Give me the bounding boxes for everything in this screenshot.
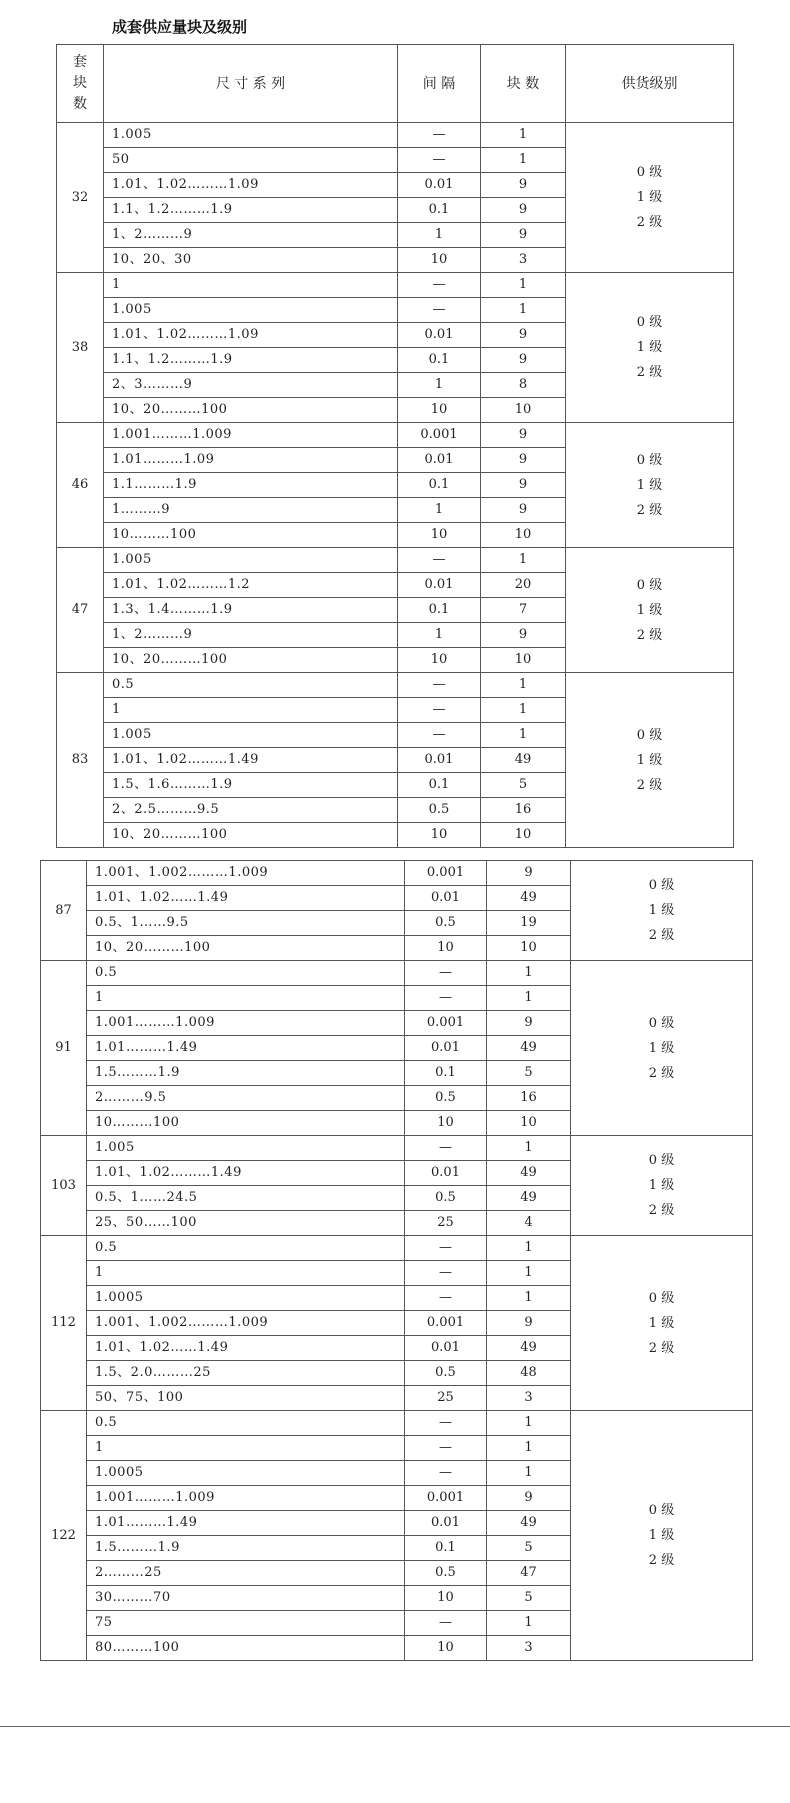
size-series-cell: 1.01、1.02………1.09 xyxy=(104,323,398,348)
header-size-series: 尺 寸 系 列 xyxy=(104,45,398,123)
interval-cell: — xyxy=(398,298,481,323)
size-series-cell: 1.5、2.0………25 xyxy=(87,1361,405,1386)
grade-label: 2 级 xyxy=(636,365,663,380)
size-series-cell: 1.005 xyxy=(104,723,398,748)
grade-label: 1 级 xyxy=(636,602,663,618)
grade-label: 0 级 xyxy=(636,577,663,593)
interval-cell: 0.5 xyxy=(405,911,487,936)
grade-label: 2 级 xyxy=(648,1340,675,1356)
grade-label: 1 级 xyxy=(636,190,663,205)
grade-label: 0 级 xyxy=(636,452,663,468)
block-count-cell: 9 xyxy=(481,623,566,648)
table-row xyxy=(57,548,734,573)
block-count-cell: 1 xyxy=(481,273,566,298)
interval-cell: 0.5 xyxy=(405,1186,487,1211)
grade-label: 0 级 xyxy=(636,315,663,330)
set-count-cell: 122 xyxy=(41,1411,87,1661)
block-count-cell: 9 xyxy=(481,223,566,248)
grade-label: 0 级 xyxy=(648,1153,675,1168)
interval-cell: — xyxy=(405,961,487,986)
interval-cell: 0.5 xyxy=(398,798,481,823)
interval-cell: — xyxy=(405,1411,487,1436)
block-count-cell: 49 xyxy=(487,1511,571,1536)
block-count-cell: 1 xyxy=(487,1461,571,1486)
grade-label: 2 级 xyxy=(636,777,663,793)
size-series-cell: 1.01、1.02………1.49 xyxy=(104,748,398,773)
set-count-cell: 112 xyxy=(41,1236,87,1411)
grade-label: 1 级 xyxy=(648,1178,675,1193)
block-count-cell: 1 xyxy=(481,148,566,173)
size-series-cell: 75 xyxy=(87,1611,405,1636)
size-series-cell: 1.01、1.02………1.49 xyxy=(87,1161,405,1186)
block-count-cell: 16 xyxy=(481,798,566,823)
interval-cell: 0.001 xyxy=(405,1486,487,1511)
grade-label: 1 级 xyxy=(636,752,663,768)
size-series-cell: 1.01………1.09 xyxy=(104,448,398,473)
interval-cell: 10 xyxy=(398,398,481,423)
block-count-cell: 49 xyxy=(487,1336,571,1361)
size-series-cell: 0.5 xyxy=(87,961,405,986)
set-count-cell: 91 xyxy=(41,961,87,1136)
table-title: 成套供应量块及级别 xyxy=(112,18,248,36)
interval-cell: 0.1 xyxy=(405,1061,487,1086)
table-row xyxy=(57,673,734,698)
supply-grade-cell xyxy=(571,861,753,961)
block-count-cell: 4 xyxy=(487,1211,571,1236)
grade-label: 0 级 xyxy=(636,165,663,180)
interval-cell: 10 xyxy=(398,523,481,548)
block-count-cell: 5 xyxy=(487,1586,571,1611)
interval-cell: 25 xyxy=(405,1386,487,1411)
size-series-cell: 10、20………100 xyxy=(104,648,398,673)
size-series-cell: 1、2………9 xyxy=(104,223,398,248)
size-series-cell: 1 xyxy=(104,698,398,723)
table-row xyxy=(57,123,734,148)
interval-cell: — xyxy=(405,1611,487,1636)
size-series-cell: 1.01、1.02………1.09 xyxy=(104,173,398,198)
interval-cell: 0.01 xyxy=(398,748,481,773)
gauge-block-table-part-2 xyxy=(40,860,753,1661)
block-count-cell: 9 xyxy=(487,1011,571,1036)
supply-grade-cell xyxy=(566,673,734,848)
table-row xyxy=(41,1411,753,1436)
supply-grade-cell xyxy=(566,423,734,548)
header-set-count-char: 套 xyxy=(73,54,87,70)
interval-cell: — xyxy=(398,148,481,173)
size-series-cell: 1.5………1.9 xyxy=(87,1536,405,1561)
interval-cell: 0.001 xyxy=(405,861,487,886)
bottom-rule xyxy=(0,1726,790,1727)
block-count-cell: 1 xyxy=(487,1411,571,1436)
grade-label: 1 级 xyxy=(636,477,663,493)
size-series-cell: 1.1………1.9 xyxy=(104,473,398,498)
grade-label: 2 级 xyxy=(648,1553,675,1568)
block-count-cell: 7 xyxy=(481,598,566,623)
interval-cell: 0.01 xyxy=(405,1161,487,1186)
block-count-cell: 9 xyxy=(487,861,571,886)
interval-cell: 10 xyxy=(398,248,481,273)
interval-cell: 0.01 xyxy=(398,573,481,598)
supply-grade-cell xyxy=(571,1136,753,1236)
interval-cell: 0.1 xyxy=(398,348,481,373)
interval-cell: — xyxy=(405,1436,487,1461)
block-count-cell: 1 xyxy=(481,298,566,323)
size-series-cell: 1.3、1.4………1.9 xyxy=(104,598,398,623)
interval-cell: 1 xyxy=(398,223,481,248)
size-series-cell: 1.01、1.02……1.49 xyxy=(87,886,405,911)
interval-cell: — xyxy=(398,548,481,573)
block-count-cell: 1 xyxy=(487,961,571,986)
header-interval: 间 隔 xyxy=(398,45,481,123)
size-series-cell: 0.5 xyxy=(87,1236,405,1261)
size-series-cell: 1、2………9 xyxy=(104,623,398,648)
size-series-cell: 10、20………100 xyxy=(87,936,405,961)
block-count-cell: 49 xyxy=(487,886,571,911)
block-count-cell: 1 xyxy=(487,1611,571,1636)
block-count-cell: 1 xyxy=(487,1286,571,1311)
grade-label: 1 级 xyxy=(648,1040,675,1056)
block-count-cell: 3 xyxy=(487,1386,571,1411)
interval-cell: — xyxy=(405,1261,487,1286)
block-count-cell: 1 xyxy=(487,1136,571,1161)
size-series-cell: 2、2.5………9.5 xyxy=(104,798,398,823)
size-series-cell: 0.5 xyxy=(87,1411,405,1436)
size-series-cell: 50 xyxy=(104,148,398,173)
table-row xyxy=(57,273,734,298)
table-row xyxy=(41,1236,753,1261)
interval-cell: 0.1 xyxy=(398,773,481,798)
block-count-cell: 10 xyxy=(487,936,571,961)
size-series-cell: 0.5 xyxy=(104,673,398,698)
size-series-cell: 1.005 xyxy=(104,298,398,323)
block-count-cell: 47 xyxy=(487,1561,571,1586)
block-count-cell: 1 xyxy=(481,548,566,573)
size-series-cell: 2………25 xyxy=(87,1561,405,1586)
interval-cell: — xyxy=(405,1236,487,1261)
interval-cell: 0.5 xyxy=(405,1361,487,1386)
size-series-cell: 1.01、1.02………1.2 xyxy=(104,573,398,598)
block-count-cell: 1 xyxy=(481,673,566,698)
size-series-cell: 1.1、1.2………1.9 xyxy=(104,348,398,373)
grade-label: 1 级 xyxy=(648,1528,675,1543)
size-series-cell: 1.001、1.002………1.009 xyxy=(87,1311,405,1336)
interval-cell: 0.01 xyxy=(405,886,487,911)
interval-cell: — xyxy=(405,1461,487,1486)
block-count-cell: 49 xyxy=(481,748,566,773)
block-count-cell: 9 xyxy=(487,1311,571,1336)
interval-cell: — xyxy=(405,986,487,1011)
grade-label: 1 级 xyxy=(648,903,675,918)
block-count-cell: 10 xyxy=(481,823,566,848)
block-count-cell: 1 xyxy=(487,1236,571,1261)
interval-cell: 10 xyxy=(405,1111,487,1136)
size-series-cell: 1 xyxy=(87,1436,405,1461)
block-count-cell: 49 xyxy=(487,1036,571,1061)
supply-grade-cell xyxy=(566,273,734,423)
grade-label: 1 级 xyxy=(636,340,663,355)
set-count-cell: 103 xyxy=(41,1136,87,1236)
block-count-cell: 9 xyxy=(481,473,566,498)
grade-label: 0 级 xyxy=(648,1503,675,1518)
interval-cell: 0.1 xyxy=(405,1536,487,1561)
interval-cell: — xyxy=(405,1136,487,1161)
interval-cell: 0.01 xyxy=(398,448,481,473)
block-count-cell: 48 xyxy=(487,1361,571,1386)
interval-cell: 0.01 xyxy=(398,323,481,348)
interval-cell: 1 xyxy=(398,623,481,648)
size-series-cell: 0.5、1……24.5 xyxy=(87,1186,405,1211)
grade-label: 0 级 xyxy=(648,878,675,893)
supply-grade-cell xyxy=(571,1411,753,1661)
interval-cell: — xyxy=(398,273,481,298)
interval-cell: — xyxy=(398,673,481,698)
block-count-cell: 10 xyxy=(481,648,566,673)
block-count-cell: 1 xyxy=(481,723,566,748)
set-count-cell: 46 xyxy=(57,423,104,548)
block-count-cell: 19 xyxy=(487,911,571,936)
interval-cell: 10 xyxy=(405,1636,487,1661)
size-series-cell: 1.0005 xyxy=(87,1461,405,1486)
set-count-cell: 38 xyxy=(57,273,104,423)
interval-cell: 0.1 xyxy=(398,198,481,223)
supply-grade-cell xyxy=(566,123,734,273)
interval-cell: 10 xyxy=(405,936,487,961)
size-series-cell: 50、75、100 xyxy=(87,1386,405,1411)
supply-grade-cell xyxy=(566,548,734,673)
header-set-count-char: 数 xyxy=(73,96,87,112)
block-count-cell: 9 xyxy=(481,498,566,523)
block-count-cell: 10 xyxy=(481,398,566,423)
size-series-cell: 10、20………100 xyxy=(104,823,398,848)
header-block-count: 块 数 xyxy=(481,45,566,123)
supply-grade-cell xyxy=(571,1236,753,1411)
grade-label: 1 级 xyxy=(648,1315,675,1331)
block-count-cell: 5 xyxy=(487,1061,571,1086)
size-series-cell: 1.01………1.49 xyxy=(87,1036,405,1061)
size-series-cell: 10………100 xyxy=(104,523,398,548)
interval-cell: 0.001 xyxy=(398,423,481,448)
block-count-cell: 10 xyxy=(487,1111,571,1136)
header-set-count-char: 块 xyxy=(73,75,87,91)
size-series-cell: 10、20………100 xyxy=(104,398,398,423)
size-series-cell: 1.001、1.002………1.009 xyxy=(87,861,405,886)
grade-label: 2 级 xyxy=(648,1065,675,1081)
block-count-cell: 1 xyxy=(487,1261,571,1286)
block-count-cell: 3 xyxy=(481,248,566,273)
block-count-cell: 49 xyxy=(487,1186,571,1211)
size-series-cell: 0.5、1……9.5 xyxy=(87,911,405,936)
size-series-cell: 1.005 xyxy=(104,123,398,148)
interval-cell: 10 xyxy=(398,648,481,673)
interval-cell: — xyxy=(398,123,481,148)
block-count-cell: 9 xyxy=(481,323,566,348)
interval-cell: 0.001 xyxy=(405,1011,487,1036)
size-series-cell: 1 xyxy=(87,986,405,1011)
size-series-cell: 2………9.5 xyxy=(87,1086,405,1111)
size-series-cell: 1 xyxy=(87,1261,405,1286)
interval-cell: 0.01 xyxy=(405,1336,487,1361)
size-series-cell: 1.1、1.2………1.9 xyxy=(104,198,398,223)
interval-cell: 10 xyxy=(405,1586,487,1611)
interval-cell: 0.01 xyxy=(405,1511,487,1536)
size-series-cell: 1.01………1.49 xyxy=(87,1511,405,1536)
block-count-cell: 1 xyxy=(481,123,566,148)
block-count-cell: 20 xyxy=(481,573,566,598)
block-count-cell: 9 xyxy=(481,448,566,473)
block-count-cell: 9 xyxy=(481,173,566,198)
size-series-cell: 1.001………1.009 xyxy=(104,423,398,448)
size-series-cell: 1………9 xyxy=(104,498,398,523)
size-series-cell: 1 xyxy=(104,273,398,298)
grade-label: 2 级 xyxy=(636,502,663,518)
size-series-cell: 1.005 xyxy=(104,548,398,573)
table-row xyxy=(41,861,753,886)
table-row xyxy=(57,423,734,448)
block-count-cell: 5 xyxy=(487,1536,571,1561)
interval-cell: 0.01 xyxy=(398,173,481,198)
size-series-cell: 1.001………1.009 xyxy=(87,1011,405,1036)
table-row xyxy=(41,1136,753,1161)
size-series-cell: 2、3………9 xyxy=(104,373,398,398)
interval-cell: 0.1 xyxy=(398,473,481,498)
block-count-cell: 16 xyxy=(487,1086,571,1111)
interval-cell: 1 xyxy=(398,373,481,398)
grade-label: 0 级 xyxy=(636,727,663,743)
block-count-cell: 49 xyxy=(487,1161,571,1186)
size-series-cell: 10、20、30 xyxy=(104,248,398,273)
block-count-cell: 9 xyxy=(481,348,566,373)
supply-grade-cell xyxy=(571,961,753,1136)
grade-label: 0 级 xyxy=(648,1290,675,1306)
interval-cell: 1 xyxy=(398,498,481,523)
size-series-cell: 80………100 xyxy=(87,1636,405,1661)
block-count-cell: 10 xyxy=(481,523,566,548)
grade-label: 2 级 xyxy=(636,215,663,230)
block-count-cell: 9 xyxy=(487,1486,571,1511)
header-supply-grade: 供货级别 xyxy=(566,45,734,123)
size-series-cell: 1.005 xyxy=(87,1136,405,1161)
block-count-cell: 5 xyxy=(481,773,566,798)
gauge-block-table-part-1 xyxy=(56,44,734,848)
size-series-cell: 1.5、1.6………1.9 xyxy=(104,773,398,798)
block-count-cell: 3 xyxy=(487,1636,571,1661)
grade-label: 2 级 xyxy=(648,928,675,943)
block-count-cell: 8 xyxy=(481,373,566,398)
interval-cell: 25 xyxy=(405,1211,487,1236)
set-count-cell: 87 xyxy=(41,861,87,961)
interval-cell: 10 xyxy=(398,823,481,848)
size-series-cell: 1.0005 xyxy=(87,1286,405,1311)
table-row xyxy=(41,961,753,986)
interval-cell: 0.5 xyxy=(405,1086,487,1111)
block-count-cell: 9 xyxy=(481,198,566,223)
size-series-cell: 25、50……100 xyxy=(87,1211,405,1236)
set-count-cell: 47 xyxy=(57,548,104,673)
size-series-cell: 1.001………1.009 xyxy=(87,1486,405,1511)
interval-cell: 0.5 xyxy=(405,1561,487,1586)
block-count-cell: 1 xyxy=(481,698,566,723)
interval-cell: 0.01 xyxy=(405,1036,487,1061)
interval-cell: — xyxy=(398,698,481,723)
interval-cell: — xyxy=(398,723,481,748)
interval-cell: 0.001 xyxy=(405,1311,487,1336)
header-set-count xyxy=(57,45,104,123)
grade-label: 2 级 xyxy=(648,1203,675,1218)
size-series-cell: 1.01、1.02……1.49 xyxy=(87,1336,405,1361)
set-count-cell: 83 xyxy=(57,673,104,848)
interval-cell: — xyxy=(405,1286,487,1311)
block-count-cell: 9 xyxy=(481,423,566,448)
size-series-cell: 30………70 xyxy=(87,1586,405,1611)
block-count-cell: 1 xyxy=(487,1436,571,1461)
set-count-cell: 32 xyxy=(57,123,104,273)
grade-label: 2 级 xyxy=(636,627,663,643)
interval-cell: 0.1 xyxy=(398,598,481,623)
block-count-cell: 1 xyxy=(487,986,571,1011)
size-series-cell: 1.5………1.9 xyxy=(87,1061,405,1086)
grade-label: 0 级 xyxy=(648,1015,675,1031)
size-series-cell: 10………100 xyxy=(87,1111,405,1136)
